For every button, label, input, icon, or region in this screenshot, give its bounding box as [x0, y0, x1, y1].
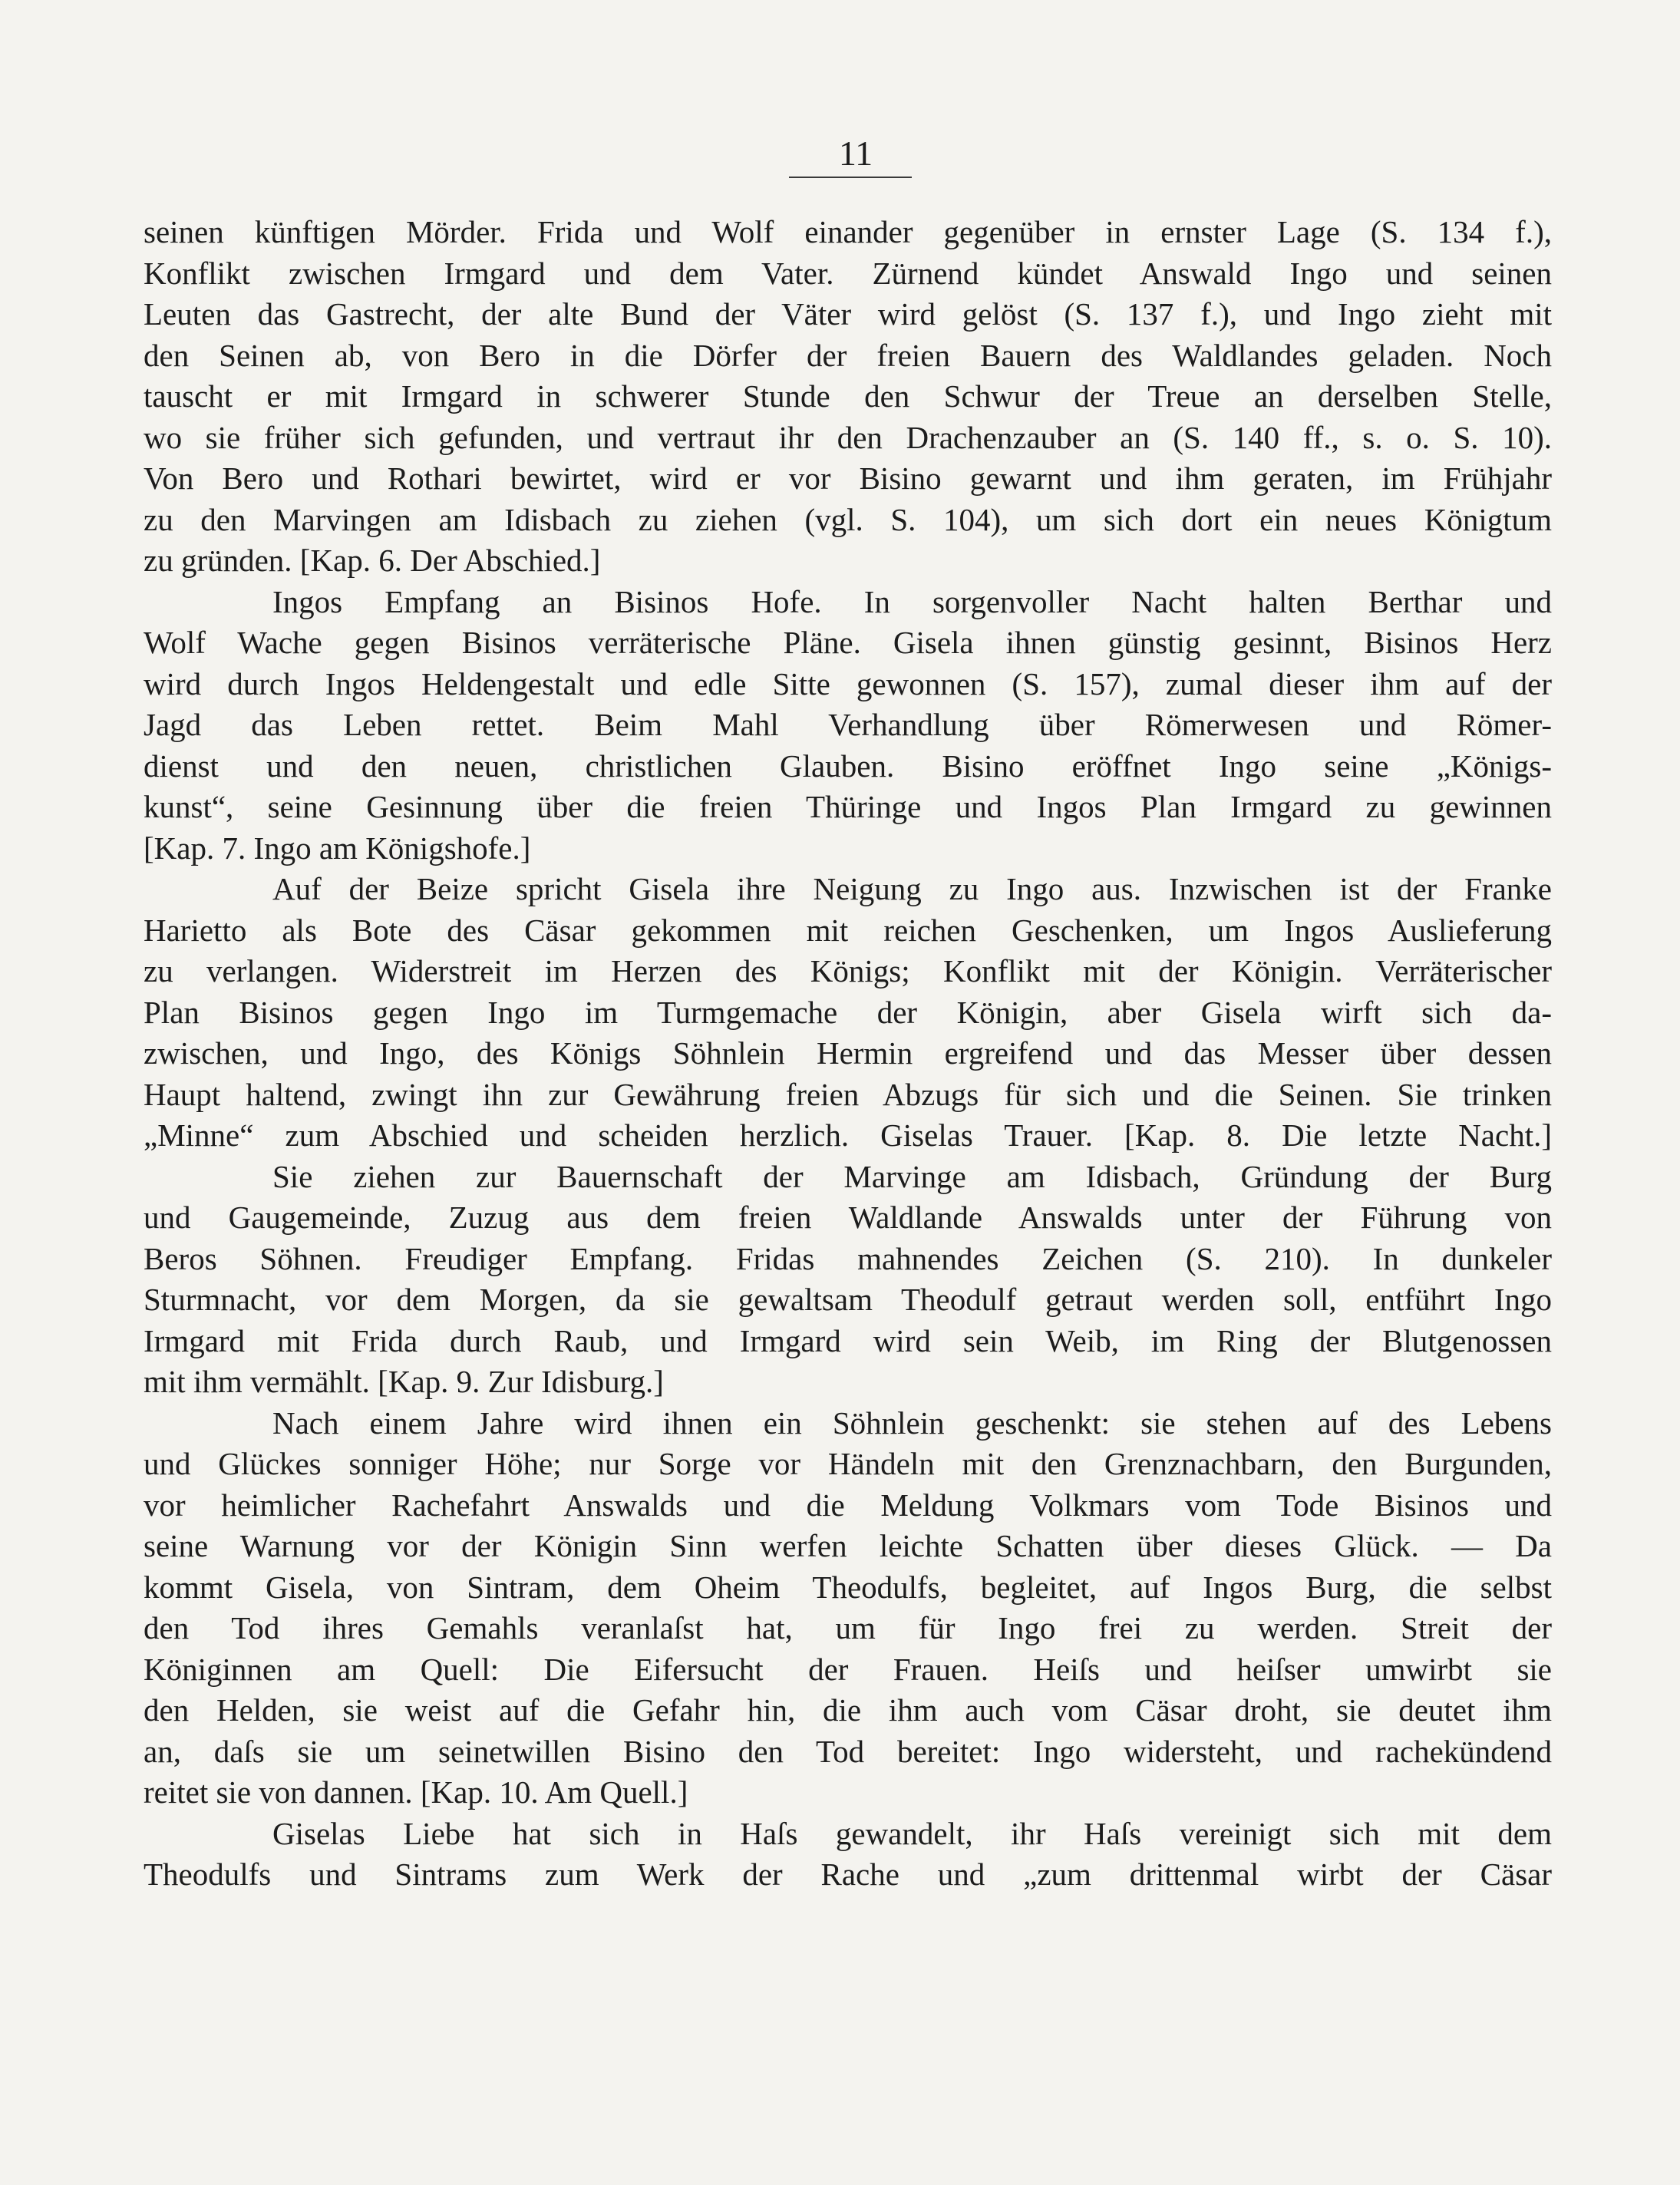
- text-line: mit ihm vermählt. [Kap. 9. Zur Idisburg.]: [144, 1364, 664, 1399]
- text-line: Irmgard mit Frida durch Raub, und Irmgard wird sein Weib, im Ring der Blutgenossen: [144, 1322, 1552, 1358]
- text-line: Ingos Empfang an Bisinos Hofe. In sorgenvoller Nacht halten Berthar und: [272, 583, 1552, 619]
- text-line: tauscht er mit Irmgard in schwerer Stunde den Schwur der Treue an derselben Stelle,: [144, 378, 1552, 414]
- text-line: wird durch Ingos Heldengestalt und edle Sitte gewonnen (S. 157), zumal dieser ihm auf der: [144, 665, 1552, 701]
- text-line: seinen künftigen Mörder. Frida und Wolf einander gegenüber in ernster Lage (S. 134 f.),: [144, 214, 1552, 249]
- text-line: Konflikt zwischen Irmgard und dem Vater. Zürnend kündet Answald Ingo und seinen: [144, 255, 1552, 291]
- text-line: und Glückes sonniger Höhe; nur Sorge vor Händeln mit den Grenznachbarn, den Burgunden,: [144, 1446, 1552, 1481]
- page-number: 11: [838, 134, 873, 173]
- text-line: an, daſs sie um seinetwillen Bisino den Tod bereitet: Ingo widersteht, und rachekündend: [144, 1733, 1552, 1769]
- text-line: Plan Bisinos gegen Ingo im Turmgemache der Königin, aber Gisela wirft sich da-: [144, 994, 1552, 1030]
- text-line: Giselas Liebe hat sich in Haſs gewandelt, ihr Haſs vereinigt sich mit dem: [272, 1815, 1552, 1851]
- text-line: Leuten das Gastrecht, der alte Bund der Väter wird gelöst (S. 137 f.), und Ingo zieht mit: [144, 296, 1552, 332]
- text-line: und Gaugemeinde, Zuzug aus dem freien Waldlande Answalds unter der Führung von: [144, 1200, 1552, 1235]
- text-line: „Minne“ zum Abschied und scheiden herzlich. Giselas Trauer. [Kap. 8. Die letzte Nacht.]: [144, 1117, 1552, 1153]
- text-line: Königinnen am Quell: Die Eifersucht der Frauen. Heiſs und heiſser umwirbt sie: [144, 1651, 1552, 1687]
- text-line: zu gründen. [Kap. 6. Der Abschied.]: [144, 543, 601, 578]
- text-line: dienst und den neuen, christlichen Glauben. Bisino eröffnet Ingo seine „Königs-: [144, 748, 1552, 784]
- text-line: vor heimlicher Rachefahrt Answalds und die Meldung Volkmars vom Tode Bisinos und: [144, 1487, 1552, 1523]
- text-line: Von Bero und Rothari bewirtet, wird er vor Bisino gewarnt und ihm geraten, im Frühjahr: [144, 460, 1552, 496]
- text-line: kunst“, seine Gesinnung über die freien Thüringe und Ingos Plan Irmgard zu gewinnen: [144, 789, 1552, 824]
- text-line: Auf der Beize spricht Gisela ihre Neigung zu Ingo aus. Inzwischen ist der Franke: [272, 871, 1552, 906]
- text-line: Harietto als Bote des Cäsar gekommen mit reichen Geschenken, um Ingos Auslieferung: [144, 912, 1552, 948]
- text-line: Beros Söhnen. Freudiger Empfang. Fridas mahnendes Zeichen (S. 210). In dunkeler: [144, 1240, 1552, 1276]
- text-line: den Tod ihres Gemahls veranlaſst hat, um für Ingo frei zu werden. Streit der: [144, 1610, 1552, 1645]
- text-line: Jagd das Leben rettet. Beim Mahl Verhandlung über Römerwesen und Römer-: [144, 707, 1552, 742]
- body-text: [144, 212, 1552, 1896]
- text-line: zu den Marvingen am Idisbach zu ziehen (vgl. S. 104), um sich dort ein neues Königtum: [144, 501, 1552, 537]
- text-line: kommt Gisela, von Sintram, dem Oheim Theodulfs, begleitet, auf Ingos Burg, die selbst: [144, 1569, 1552, 1605]
- text-line: Sturmnacht, vor dem Morgen, da sie gewaltsam Theodulf getraut werden soll, entführt Ingo: [144, 1282, 1552, 1317]
- text-line: Wolf Wache gegen Bisinos verräterische Pläne. Gisela ihnen günstig gesinnt, Bisinos Herz: [144, 625, 1552, 660]
- text-line: den Helden, sie weist auf die Gefahr hin, die ihm auch vom Cäsar droht, sie deutet ihm: [144, 1692, 1552, 1728]
- text-line: Sie ziehen zur Bauernschaft der Marvinge am Idisbach, Gründung der Burg: [272, 1158, 1552, 1194]
- text-line: zwischen, und Ingo, des Königs Söhnlein Hermin ergreifend und das Messer über dessen: [144, 1035, 1552, 1071]
- text-line: reitet sie von dannen. [Kap. 10. Am Quell.]: [144, 1774, 688, 1810]
- text-line: wo sie früher sich gefunden, und vertraut ihr den Drachenzauber an (S. 140 ff., s. o. S. 10).: [144, 419, 1552, 455]
- text-line: [Kap. 7. Ingo am Königshofe.]: [144, 830, 531, 866]
- text-line: Haupt haltend, zwingt ihn zur Gewährung freien Abzugs für sich und die Seinen. Sie trinken: [144, 1076, 1552, 1112]
- text-line: zu verlangen. Widerstreit im Herzen des Königs; Konflikt mit der Königin. Verräterischer: [144, 953, 1552, 989]
- text-line: Nach einem Jahre wird ihnen ein Söhnlein geschenkt: sie stehen auf des Lebens: [272, 1404, 1552, 1441]
- text-line: den Seinen ab, von Bero in die Dörfer der freien Bauern des Waldlandes geladen. Noch: [144, 337, 1552, 373]
- text-line: seine Warnung vor der Königin Sinn werfen leichte Schatten über dieses Glück. — Da: [144, 1528, 1552, 1563]
- page-number-rule: [789, 177, 912, 178]
- text-line: Theodulfs und Sintrams zum Werk der Rache und „zum drittenmal wirbt der Cäsar: [144, 1857, 1552, 1892]
